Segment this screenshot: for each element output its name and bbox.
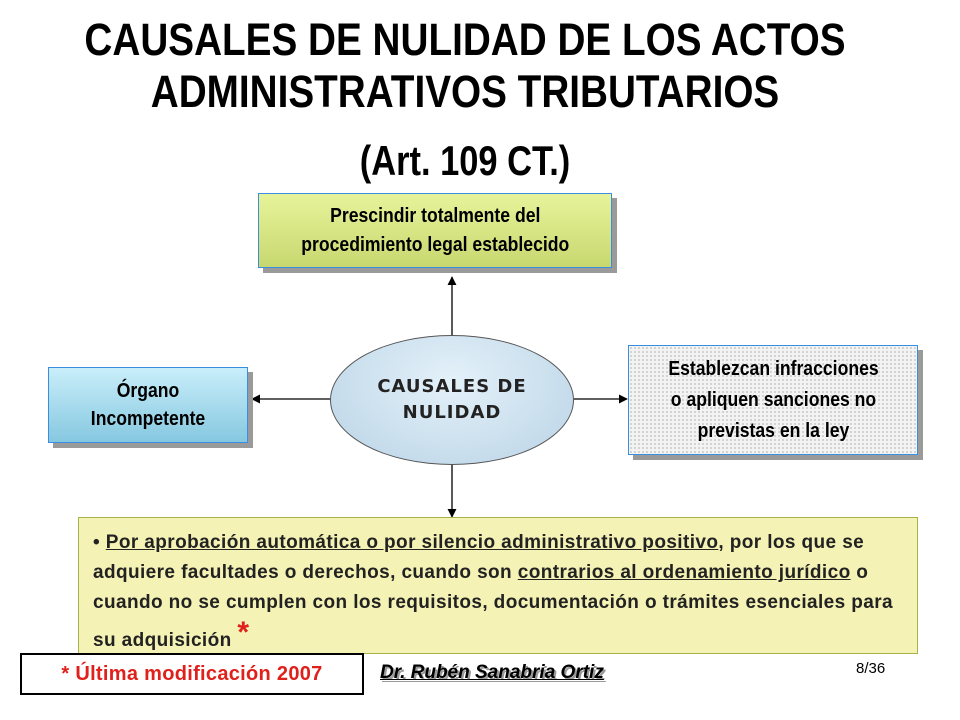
- cause-box-infractions-line-3: previstas en la ley: [697, 419, 849, 442]
- footnote-text: * Última modificación 2007: [61, 662, 323, 685]
- footnote-box: [20, 653, 364, 695]
- author-name: Dr. Rubén Sanabria Ortiz: [380, 662, 604, 683]
- cause-box-incompetent-body: [48, 367, 248, 443]
- cause-box-procedure: [258, 193, 612, 268]
- title-line-2: ADMINISTRATIVOS TRIBUTARIOS: [150, 66, 780, 117]
- center-node-line-1: CAUSALES DE: [377, 376, 527, 397]
- cause-box-infractions-line-2: o apliquen sanciones no: [670, 388, 876, 411]
- underlined-phrase-approval: Por aprobación automática o por silencio administrativo positivo: [105, 532, 719, 553]
- slide-subtitle: (Art. 109 CT.): [359, 137, 571, 184]
- underlined-phrase-contrary: contrarios al ordenamiento jurídico: [517, 562, 851, 583]
- center-node-line-2: NULIDAD: [402, 402, 502, 423]
- footnote-asterisk: *: [237, 616, 250, 649]
- text-segment-2: , por los que se adquiere facultades o derechos, cuando son: [93, 532, 865, 583]
- cause-box-incompetent-line-1: Órgano: [116, 380, 180, 402]
- cause-box-automatic-approval: [78, 517, 918, 654]
- cause-box-procedure-line-1: Prescindir totalmente del: [329, 204, 541, 227]
- bullet: •: [93, 532, 101, 553]
- title-line-1: CAUSALES DE NULIDAD DE LOS ACTOS: [84, 14, 846, 65]
- center-node: [330, 335, 574, 465]
- text-segment-4: o cuando no se cumplen con los requisitos, documentación o trámites esenciales para su adquisición: [93, 562, 893, 651]
- cause-box-infractions-line-1: Establezcan infracciones: [667, 357, 879, 380]
- cause-box-infractions: [628, 345, 918, 455]
- cause-box-procedure-line-2: procedimiento legal establecido: [301, 233, 569, 256]
- page-number: 8/36: [856, 660, 886, 677]
- cause-box-incompetent-line-2: Incompetente: [90, 408, 206, 430]
